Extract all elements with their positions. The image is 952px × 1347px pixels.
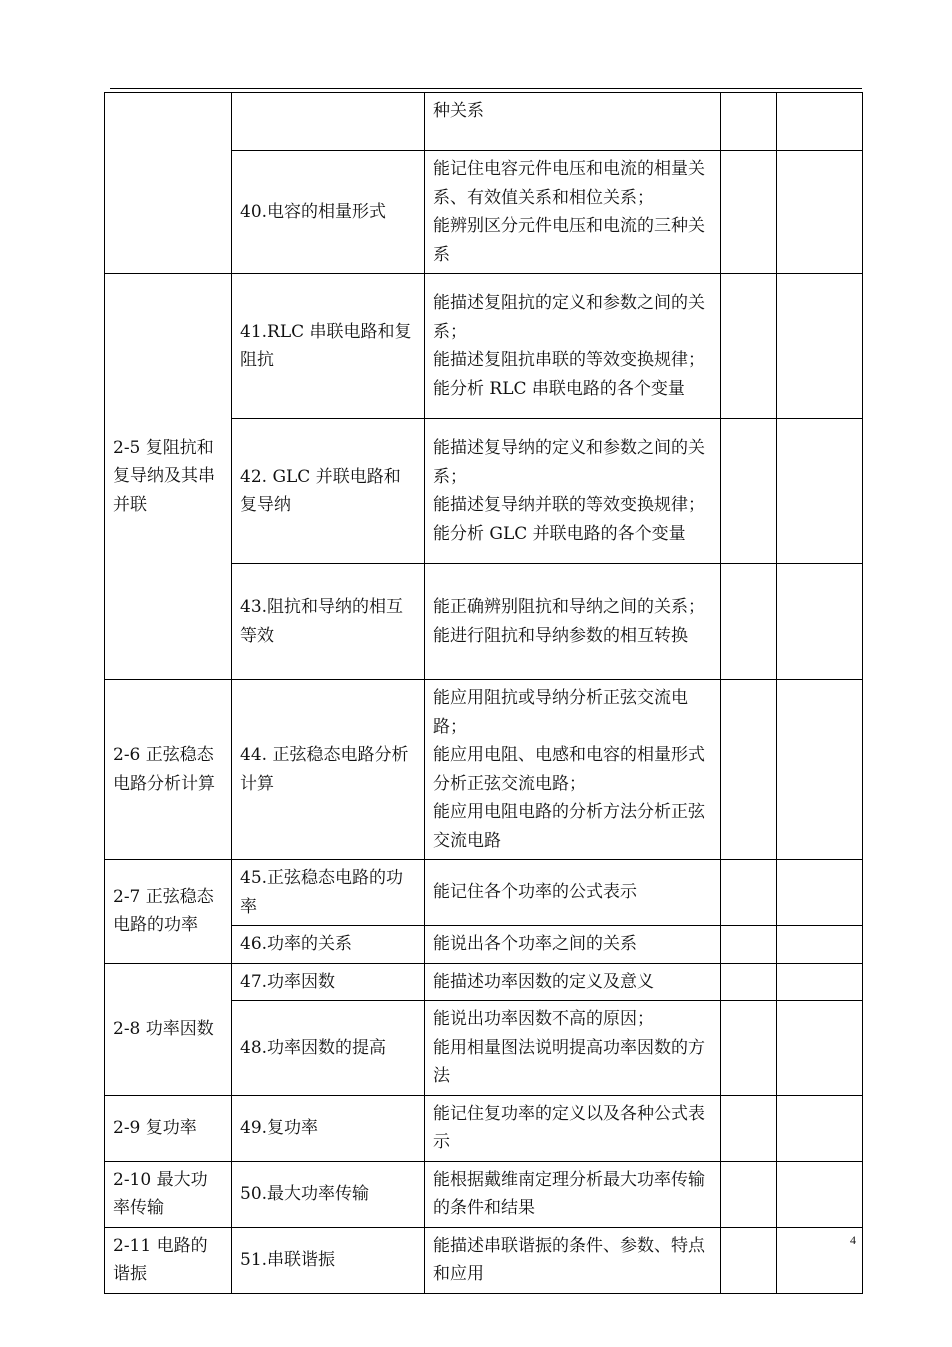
table-row [105,274,863,419]
requirement-line: 能应用电阻、电感和电容的相量形式分析正弦交流电路； [433,745,705,794]
requirement-line: 能分析 RLC 串联电路的各个变量 [433,378,685,399]
module-cell: 2-6 正弦稳态电路分析计算 [105,680,232,860]
requirement-cell [425,151,721,274]
topic-cell: 51.串联谐振 [232,1227,425,1293]
requirement-line: 能说出各个功率之间的关系 [433,934,637,954]
requirement-line: 能描述功率因数的定义及意义 [433,971,654,992]
requirement-cell [425,680,721,860]
blank-cell [721,926,777,964]
topic-cell: 47.功率因数 [232,963,425,1001]
blank-cell [777,860,863,926]
requirement-line: 能用相量图法说明提高功率因数的方法 [433,1037,705,1086]
requirement-cell [425,93,721,151]
blank-cell [777,151,863,274]
requirement-line: 能分析 GLC 并联电路的各个变量 [433,523,686,544]
requirement-line: 能描述复导纳并联的等效变换规律； [433,495,705,515]
topic-cell: 50.最大功率传输 [232,1161,425,1227]
topic-cell: 44. 正弦稳态电路分析计算 [232,680,425,860]
requirement-line: 能记住各个功率的公式表示 [433,882,637,903]
topic-cell: 42. GLC 并联电路和复导纳 [232,419,425,564]
module-cell: 2-8 功率因数 [105,963,232,1095]
table-row [105,93,863,151]
blank-cell [721,860,777,926]
module-cell: 2-10 最大功率传输 [105,1161,232,1227]
table-row [105,1095,863,1161]
requirement-line: 种关系 [433,101,484,121]
blank-cell [777,963,863,1001]
requirement-line: 能记住电容元件电压和电流的相量关系、有效值关系和相位关系； [433,159,705,208]
requirement-cell [425,860,721,926]
requirement-line: 能描述复阻抗串联的等效变换规律； [433,350,705,370]
requirement-cell [425,1095,721,1161]
table-row [105,860,863,926]
blank-cell [777,274,863,419]
requirement-line: 能应用阻抗或导纳分析正弦交流电路； [433,688,688,737]
module-cell [105,93,232,274]
topic-cell: 48.功率因数的提高 [232,1001,425,1096]
blank-cell [721,419,777,564]
table-row [105,1161,863,1227]
requirement-line: 能应用电阻电路的分析方法分析正弦交流电路 [433,802,705,851]
requirement-line: 能描述复阻抗的定义和参数之间的关系； [433,293,705,342]
blank-cell [777,680,863,860]
module-cell: 2-7 正弦稳态电路的功率 [105,860,232,964]
blank-cell [777,1161,863,1227]
requirement-cell [425,963,721,1001]
blank-cell [777,926,863,964]
requirement-cell [425,274,721,419]
topic-cell [232,93,425,151]
requirement-cell [425,564,721,680]
module-cell: 2-11 电路的谐振 [105,1227,232,1293]
blank-cell [721,564,777,680]
table-row [105,963,863,1001]
blank-cell [721,93,777,151]
topic-cell: 45.正弦稳态电路的功率 [232,860,425,926]
module-cell: 2-5 复阻抗和复导纳及其串并联 [105,274,232,680]
blank-cell [721,1161,777,1227]
requirement-line: 能描述复导纳的定义和参数之间的关系； [433,438,705,487]
blank-cell [777,1001,863,1096]
requirement-line: 能说出功率因数不高的原因； [433,1009,654,1029]
blank-cell [777,419,863,564]
requirement-cell [425,1161,721,1227]
blank-cell [721,680,777,860]
blank-cell [777,93,863,151]
blank-cell [721,1227,777,1293]
requirement-line: 能辨别区分元件电压和电流的三种关系 [433,216,705,265]
blank-cell [777,1095,863,1161]
page-number: 4 [850,1233,856,1247]
table-row [105,1227,863,1293]
blank-cell [721,963,777,1001]
requirement-line: 能描述串联谐振的条件、参数、特点和应用 [433,1235,705,1284]
requirement-line: 能记住复功率的定义以及各种公式表示 [433,1103,705,1152]
blank-cell [721,151,777,274]
requirement-line: 能进行阻抗和导纳参数的相互转换 [433,625,688,646]
topic-cell: 40.电容的相量形式 [232,151,425,274]
requirement-line: 能根据戴维南定理分析最大功率传输的条件和结果 [433,1169,705,1218]
topic-cell: 43.阻抗和导纳的相互等效 [232,564,425,680]
topic-cell: 46.功率的关系 [232,926,425,964]
topic-cell: 41.RLC 串联电路和复阻抗 [232,274,425,419]
requirement-line: 能正确辨别阻抗和导纳之间的关系； [433,597,705,617]
blank-cell [721,1001,777,1096]
requirement-cell [425,1001,721,1096]
requirement-cell [425,419,721,564]
blank-cell [721,274,777,419]
blank-cell [777,564,863,680]
requirement-cell [425,926,721,964]
syllabus-table-body [105,93,863,1294]
syllabus-table [104,92,863,1294]
header-rule [110,88,862,89]
module-cell: 2-9 复功率 [105,1095,232,1161]
table-row [105,680,863,860]
topic-cell: 49.复功率 [232,1095,425,1161]
requirement-cell [425,1227,721,1293]
blank-cell [721,1095,777,1161]
